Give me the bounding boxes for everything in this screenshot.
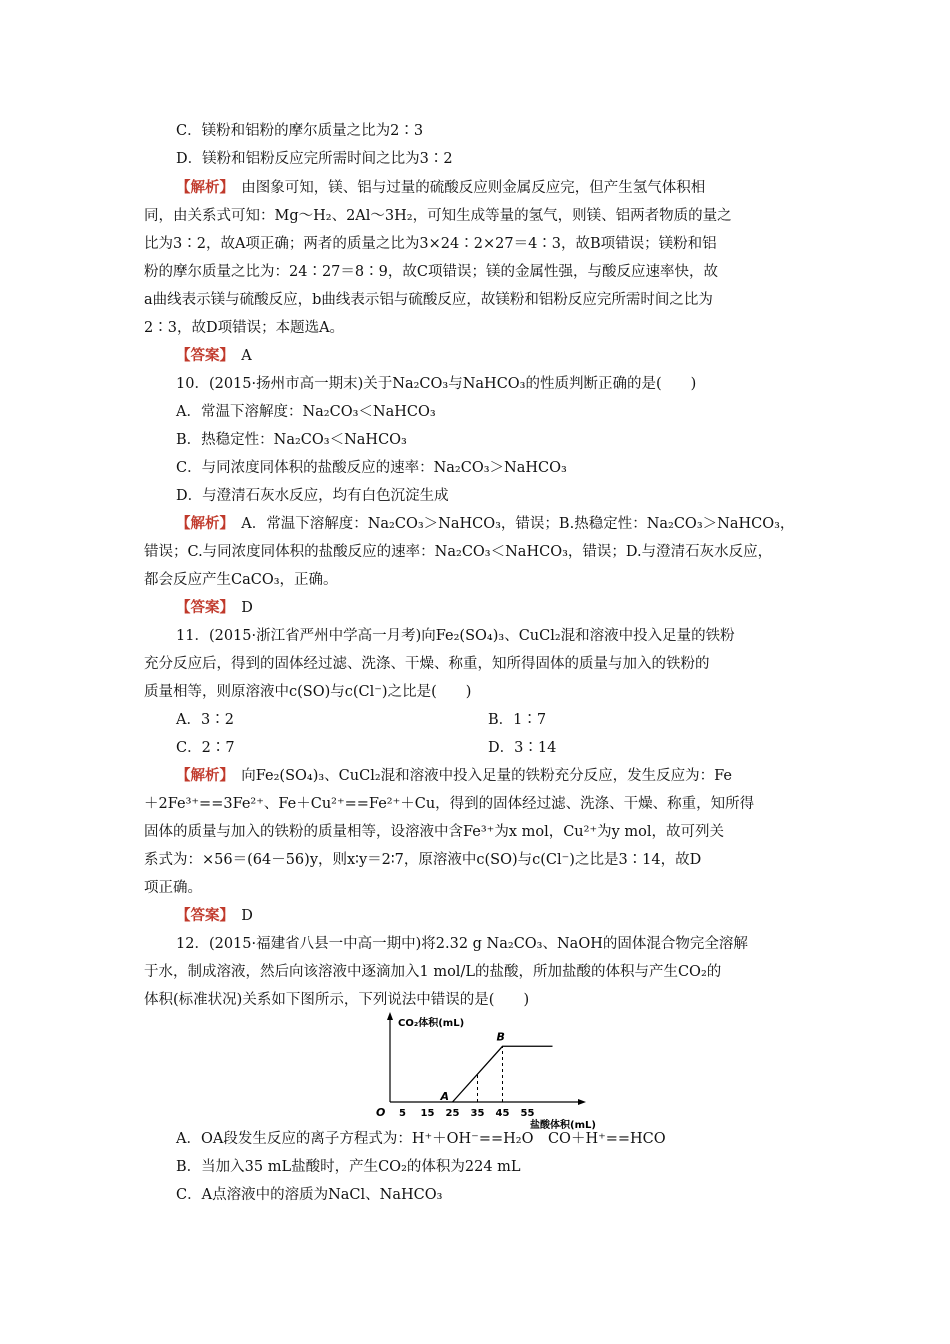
q11-analysis-line-5: 项正确。 [144, 880, 202, 896]
q11-option-d: D．3∶14 [488, 740, 557, 756]
q11-option-c: C．2∶7 [176, 740, 235, 756]
q10-analysis-line-2: 错误；C.与同浓度同体积的盐酸反应的速率：Na₂CO₃＜NaHCO₃，错误；D.与澄清石灰水反应， [144, 544, 773, 560]
answer-value: D [241, 600, 253, 616]
point-label-a: A [440, 1090, 450, 1103]
x-tick-label: 5 [399, 1108, 406, 1119]
q12-stem-line-3: 体积(标准状况)关系如下图所示，下列说法中错误的是( ) [144, 992, 530, 1008]
x-tick-label: 15 [420, 1108, 435, 1119]
q12-stem-line-2: 于水，制成溶液，然后向该溶液中逐滴加入1 mol/L的盐酸，所加盐酸的体积与产生CO₂的 [144, 964, 722, 980]
q11-analysis-line-3: 固体的质量与加入的铁粉的质量相等，设溶液中含Fe³⁺为x mol，Cu²⁺为y mol，故可列关 [144, 824, 725, 840]
answer-value: D [241, 908, 253, 924]
q12-option-a: A．OA段发生反应的离子方程式为：H⁺＋OH⁻==H₂O CO＋H⁺==HCO [176, 1131, 666, 1147]
x-axis-label: 盐酸体积(mL) [530, 1120, 596, 1130]
chart-guides [478, 1046, 503, 1102]
x-tick-label: 55 [520, 1108, 535, 1119]
q12-option-b: B．当加入35 mL盐酸时，产生CO₂的体积为224 mL [176, 1159, 521, 1175]
q11-stem-line-2: 充分反应后，得到的固体经过滤、洗涤、干燥、称重，知所得固体的质量与加入的铁粉的 [144, 656, 710, 672]
analysis-tag: 【解析】 [176, 179, 227, 196]
q10-analysis-line-3: 都会反应产生CaCO₃，正确。 [144, 572, 338, 588]
q9-analysis-line-6: 2∶3，故D项错误；本题选A。 [144, 320, 345, 336]
q11-analysis-line-1 [176, 765, 732, 787]
analysis-tag: 【解析】 [176, 515, 227, 532]
answer-value: A [241, 348, 252, 364]
answer-tag: 【答案】 [176, 907, 227, 924]
q11-stem-line-1: 11．(2015·浙江省严州中学高一月考)向Fe₂(SO₄)₃、CuCl₂混和溶液中投入足量的铁粉 [176, 628, 735, 644]
analysis-text: 由图象可知，镁、铝与过量的硫酸反应则金属反应完，但产生氢气体积相 [241, 180, 706, 196]
q11-answer [176, 905, 253, 927]
y-axis-arrow [387, 1012, 393, 1020]
q10-stem: 10．(2015·扬州市高一期末)关于Na₂CO₃与NaHCO₃的性质判断正确的是( ) [176, 376, 697, 392]
y-axis-label: CO₂体积(mL) [398, 1018, 465, 1029]
analysis-tag: 【解析】 [176, 767, 227, 784]
q10-answer [176, 597, 253, 619]
point-label-b: B [496, 1030, 505, 1044]
answer-tag: 【答案】 [176, 347, 227, 364]
x-tick-label: 35 [470, 1108, 485, 1119]
co2-volume-chart [370, 1010, 620, 1130]
q12-option-c: C．A点溶液中的溶质为NaCl、NaHCO₃ [176, 1187, 443, 1203]
q10-option-b: B．热稳定性：Na₂CO₃＜NaHCO₃ [176, 432, 407, 448]
q9-answer [176, 345, 252, 367]
q11-analysis-line-4: 系式为：×56＝(64－56)y，则x∶y＝2∶7，原溶液中c(SO)与c(Cl⁻)之比是3∶14，故D [144, 852, 702, 868]
analysis-text: A．常温下溶解度：Na₂CO₃＞NaHCO₃，错误；B.热稳定性：Na₂CO₃＞NaHCO₃， [241, 516, 795, 532]
origin-label: O [376, 1106, 386, 1119]
q11-stem-line-3: 质量相等，则原溶液中c(SO)与c(Cl⁻)之比是( ) [144, 684, 472, 700]
q10-option-a: A．常温下溶解度：Na₂CO₃＜NaHCO₃ [176, 404, 436, 420]
q12-stem-line-1: 12．(2015·福建省八县一中高一期中)将2.32 g Na₂CO₃、NaOH的固体混合物完全溶解 [176, 936, 748, 952]
answer-tag: 【答案】 [176, 599, 227, 616]
analysis-text: 向Fe₂(SO₄)₃、CuCl₂混和溶液中投入足量的铁粉充分反应，发生反应为：Fe [241, 768, 732, 784]
q9-option-c: C．镁粉和铝粉的摩尔质量之比为2∶3 [176, 123, 424, 139]
x-tick-label: 25 [445, 1108, 460, 1119]
q9-analysis-line-3: 比为3∶2，故A项正确；两者的质量之比为3×24∶2×27＝4∶3，故B项错误；镁粉和铝 [144, 236, 717, 252]
chart-labels [376, 1016, 596, 1130]
q10-option-d: D．与澄清石灰水反应，均有白色沉淀生成 [176, 488, 449, 504]
q11-analysis-line-2: ＋2Fe³⁺==3Fe²⁺、Fe＋Cu²⁺==Fe²⁺＋Cu，得到的固体经过滤、洗涤、干燥、称重，知所得 [144, 796, 755, 812]
q9-analysis-line-2: 同，由关系式可知：Mg～H₂、2Al～3H₂，可知生成等量的氢气，则镁、铝两者物质的量之 [144, 208, 732, 224]
q9-analysis-line-4: 粉的摩尔质量之比为：24∶27＝8∶9，故C项错误；镁的金属性强，与酸反应速率快，故 [144, 264, 718, 280]
x-tick-label: 45 [495, 1108, 510, 1119]
q11-option-b: B．1∶7 [488, 712, 547, 728]
q10-option-c: C．与同浓度同体积的盐酸反应的速率：Na₂CO₃＞NaHCO₃ [176, 460, 567, 476]
q10-analysis-line-1 [176, 513, 794, 535]
q11-option-a: A．3∶2 [176, 712, 234, 728]
q9-option-d: D．镁粉和铝粉反应完所需时间之比为3∶2 [176, 151, 453, 167]
x-axis-arrow [578, 1099, 586, 1105]
q9-analysis-line-5: a曲线表示镁与硫酸反应，b曲线表示铝与硫酸反应，故镁粉和铝粉反应完所需时间之比为 [144, 292, 713, 308]
q9-analysis-line-1 [176, 177, 705, 199]
